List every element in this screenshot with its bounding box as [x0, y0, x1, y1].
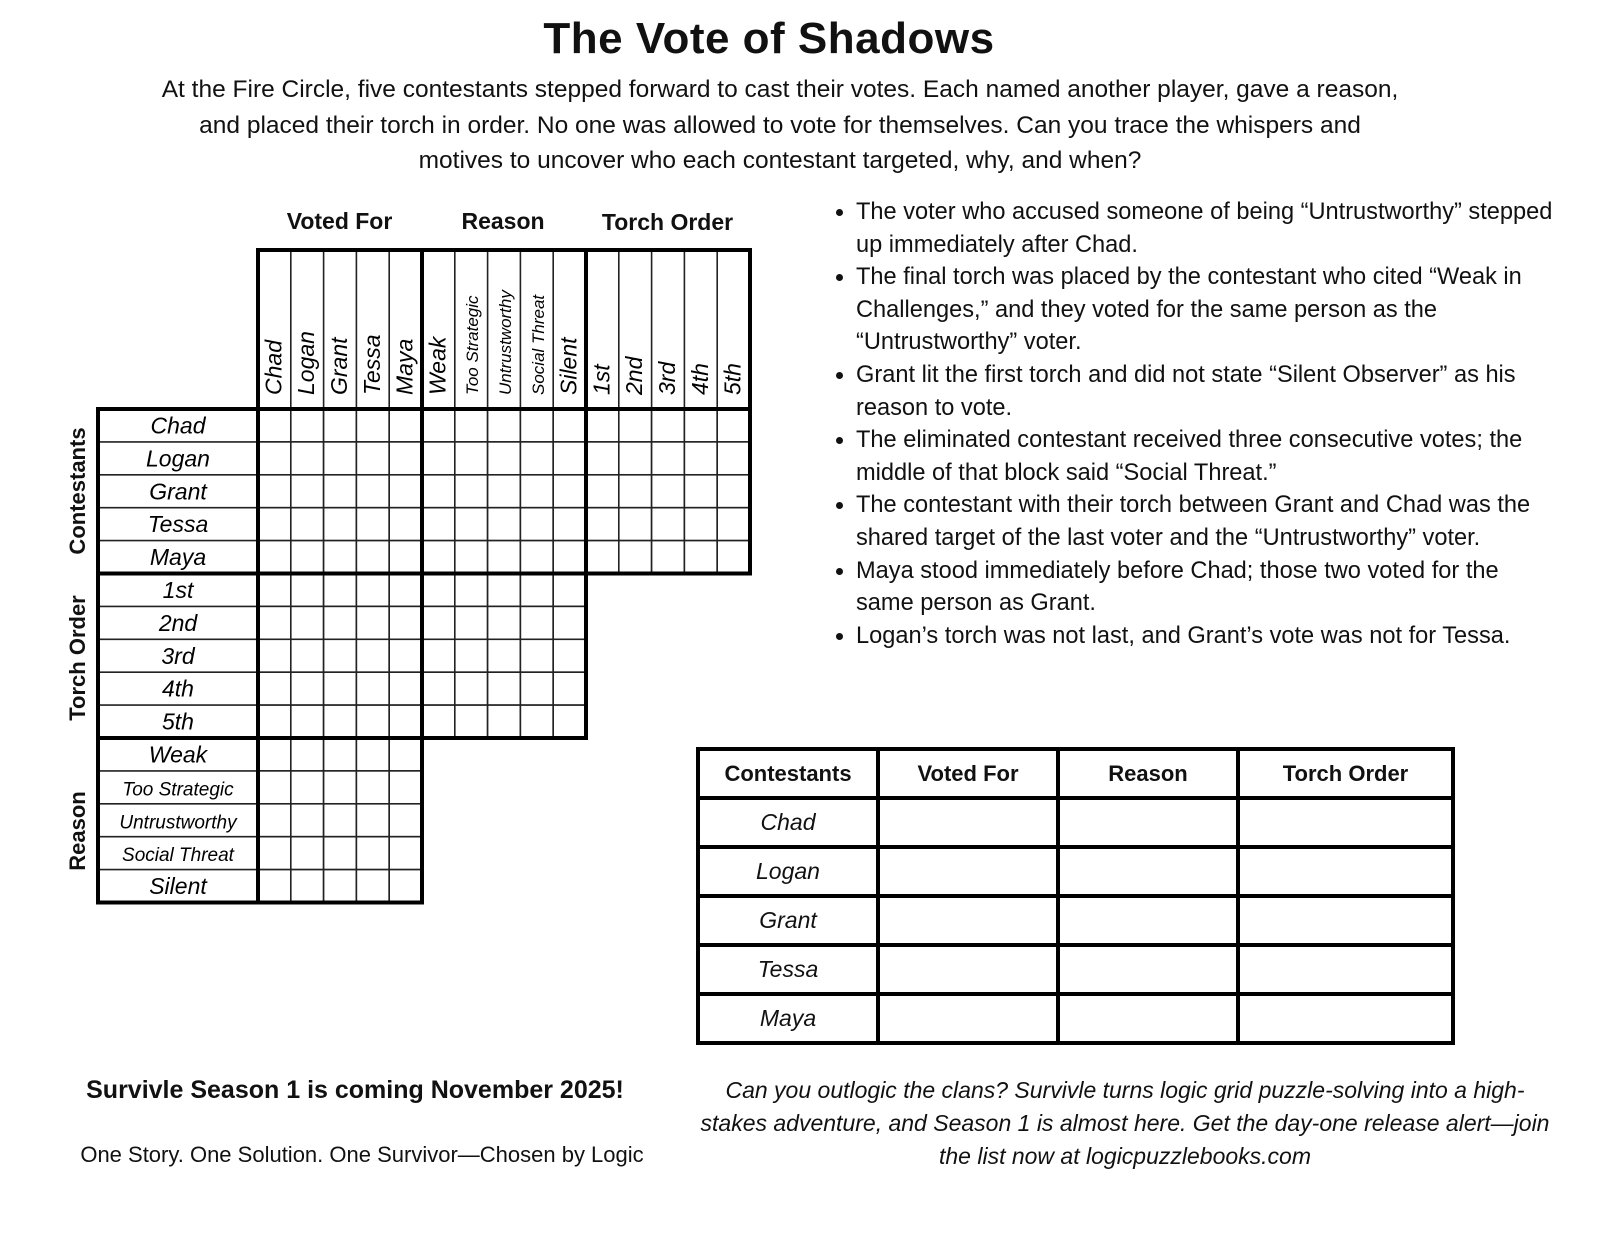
grid-cell[interactable]	[291, 508, 324, 541]
tagline: One Story. One Solution. One Survivor—Chosen by Logic	[80, 1142, 644, 1167]
grid-cell[interactable]	[652, 475, 685, 508]
grid-cell[interactable]	[258, 606, 291, 639]
grid-cell[interactable]	[586, 508, 619, 541]
answer-cell-voted-for[interactable]	[878, 798, 1058, 847]
grid-cell[interactable]	[291, 870, 324, 903]
grid-cell[interactable]	[324, 771, 357, 804]
grid-cell[interactable]	[291, 705, 324, 738]
grid-cell[interactable]	[356, 639, 389, 672]
grid-cell[interactable]	[422, 508, 455, 541]
solution-row	[698, 798, 1453, 847]
row-header-label: 4th	[162, 675, 194, 702]
column-group-torch-order: Torch Order	[601, 209, 734, 235]
grid-cell[interactable]	[291, 738, 324, 771]
grid-cell[interactable]	[717, 508, 750, 541]
grid-cell[interactable]	[553, 508, 586, 541]
column-header-label: 3rd	[654, 361, 680, 395]
column-header-label: Weak	[424, 336, 451, 395]
grid-cell[interactable]	[520, 475, 553, 508]
grid-cell[interactable]	[684, 442, 717, 475]
grid-cell[interactable]	[455, 442, 488, 475]
clue-item: • Maya stood immediately before Chad; those two voted for the same person as Grant.	[856, 555, 1556, 620]
grid-cell[interactable]	[586, 541, 619, 574]
grid-cell[interactable]	[356, 705, 389, 738]
answer-cell-reason[interactable]	[1058, 798, 1238, 847]
answer-cell-voted-for[interactable]	[878, 945, 1058, 994]
grid-cell[interactable]	[586, 475, 619, 508]
grid-cell[interactable]	[324, 639, 357, 672]
answer-cell-reason[interactable]	[1058, 847, 1238, 896]
grid-cell[interactable]	[619, 508, 652, 541]
grid-cell[interactable]	[553, 639, 586, 672]
grid-cell[interactable]	[619, 475, 652, 508]
row-header-label: Grant	[149, 478, 207, 505]
grid-cell[interactable]	[652, 442, 685, 475]
grid-cell[interactable]	[586, 409, 619, 442]
column-header-label: Logan	[293, 331, 320, 395]
column-header-label: Too Strategic	[463, 295, 483, 395]
row-group-reason: Reason	[65, 791, 90, 871]
grid-cell[interactable]	[389, 837, 422, 870]
clue-list	[826, 196, 1556, 652]
grid-cell[interactable]	[520, 574, 553, 607]
clue-item: • Logan’s torch was not last, and Grant’s vote was not for Tessa.	[856, 620, 1556, 653]
grid-cell[interactable]	[258, 870, 291, 903]
grid-cell[interactable]	[356, 672, 389, 705]
grid-cell[interactable]	[258, 508, 291, 541]
row-header-label: Social Threat	[122, 845, 234, 867]
grid-cell[interactable]	[422, 574, 455, 607]
solution-row-label: Chad	[698, 798, 878, 847]
grid-cell[interactable]	[389, 672, 422, 705]
grid-cell[interactable]	[324, 574, 357, 607]
grid-cell[interactable]	[717, 475, 750, 508]
row-header-label: Tessa	[147, 511, 209, 538]
grid-cell[interactable]	[324, 606, 357, 639]
grid-cell[interactable]	[258, 837, 291, 870]
column-header-label: Maya	[391, 338, 418, 395]
grid-cell[interactable]	[455, 606, 488, 639]
grid-cell[interactable]	[717, 541, 750, 574]
row-header-label: 2nd	[158, 609, 198, 636]
grid-cell[interactable]	[389, 870, 422, 903]
grid-cell[interactable]	[291, 606, 324, 639]
grid-cell[interactable]	[422, 541, 455, 574]
grid-cell[interactable]	[389, 606, 422, 639]
grid-cell[interactable]	[258, 574, 291, 607]
row-group-contestants: Contestants	[65, 427, 90, 555]
clue-item: • The contestant with their torch between Grant and Chad was the shared target of the last voter and the “Untrustworthy” voter.	[856, 489, 1556, 554]
grid-cell[interactable]	[389, 409, 422, 442]
grid-cell[interactable]	[488, 639, 521, 672]
grid-cell[interactable]	[553, 705, 586, 738]
grid-cell[interactable]	[389, 475, 422, 508]
logic-grid	[0, 0, 800, 920]
grid-cell[interactable]	[520, 705, 553, 738]
grid-cell[interactable]	[356, 870, 389, 903]
column-header-label: Tessa	[358, 334, 385, 395]
grid-cell[interactable]	[389, 508, 422, 541]
grid-cell[interactable]	[520, 541, 553, 574]
answer-cell-torch-order[interactable]	[1238, 896, 1453, 945]
solution-header-voted-for: Voted For	[878, 749, 1058, 798]
answer-cell-voted-for[interactable]	[878, 994, 1058, 1043]
grid-cell[interactable]	[356, 409, 389, 442]
grid-cell[interactable]	[389, 541, 422, 574]
grid-cell[interactable]	[258, 442, 291, 475]
grid-cell[interactable]	[717, 442, 750, 475]
grid-cell[interactable]	[258, 804, 291, 837]
grid-cell[interactable]	[291, 771, 324, 804]
grid-cell[interactable]	[258, 475, 291, 508]
page-title: The Vote of Shadows	[543, 14, 995, 63]
grid-cell[interactable]	[684, 541, 717, 574]
grid-cell[interactable]	[422, 442, 455, 475]
grid-cell[interactable]	[356, 442, 389, 475]
grid-cell[interactable]	[619, 409, 652, 442]
grid-cell[interactable]	[422, 606, 455, 639]
answer-cell-torch-order[interactable]	[1238, 798, 1453, 847]
answer-cell-torch-order[interactable]	[1238, 945, 1453, 994]
grid-cell[interactable]	[684, 409, 717, 442]
grid-cell[interactable]	[488, 475, 521, 508]
grid-cell[interactable]	[324, 475, 357, 508]
grid-cell[interactable]	[422, 475, 455, 508]
grid-cell[interactable]	[455, 574, 488, 607]
solution-row-label: Logan	[698, 847, 878, 896]
grid-cell[interactable]	[356, 771, 389, 804]
row-group-torch-order: Torch Order	[65, 595, 90, 721]
grid-cell[interactable]	[389, 574, 422, 607]
grid-cell[interactable]	[291, 837, 324, 870]
grid-cell[interactable]	[356, 804, 389, 837]
grid-cell[interactable]	[488, 409, 521, 442]
grid-cell[interactable]	[291, 442, 324, 475]
column-header-label: 1st	[588, 364, 615, 395]
grid-cell[interactable]	[258, 672, 291, 705]
grid-cell[interactable]	[684, 508, 717, 541]
grid-cell[interactable]	[422, 409, 455, 442]
clue-item: • The voter who accused someone of being “Untrustworthy” stepped up immediately after Chad.	[856, 196, 1556, 261]
clue-item: • The eliminated contestant received three consecutive votes; the middle of that block said “Social Threat.”	[856, 424, 1556, 489]
grid-cell[interactable]	[356, 508, 389, 541]
row-header-label: Too Strategic	[122, 779, 234, 801]
row-header-label: Untrustworthy	[119, 812, 237, 834]
grid-cell[interactable]	[520, 606, 553, 639]
season-announcement: Survivle Season 1 is coming November 2025!	[86, 1076, 624, 1104]
column-group-voted-for: Voted For	[286, 208, 393, 234]
grid-cell[interactable]	[356, 574, 389, 607]
grid-cell[interactable]	[455, 672, 488, 705]
answer-cell-torch-order[interactable]	[1238, 847, 1453, 896]
solution-table	[696, 747, 1455, 1045]
grid-cell[interactable]	[553, 442, 586, 475]
grid-cell[interactable]	[324, 705, 357, 738]
answer-cell-voted-for[interactable]	[878, 847, 1058, 896]
grid-cell[interactable]	[291, 409, 324, 442]
row-header-label: Maya	[149, 544, 207, 571]
grid-cell[interactable]	[324, 541, 357, 574]
row-header-label: Chad	[150, 412, 206, 439]
grid-cell[interactable]	[455, 508, 488, 541]
solution-row	[698, 896, 1453, 945]
grid-cell[interactable]	[356, 541, 389, 574]
promo-pitch: Can you outlogic the clans? Survivle turns logic grid puzzle-solving into a high-stakes adventure, and Season 1 is almost here. Get the day-one release alert—join the list now at logicpuzzlebooks.com	[700, 1077, 1550, 1169]
grid-cell[interactable]	[553, 672, 586, 705]
answer-cell-voted-for[interactable]	[878, 896, 1058, 945]
row-header-label: Silent	[149, 873, 207, 900]
grid-cell[interactable]	[422, 672, 455, 705]
grid-cell[interactable]	[553, 541, 586, 574]
grid-cell[interactable]	[291, 639, 324, 672]
grid-cell[interactable]	[520, 639, 553, 672]
grid-cell[interactable]	[324, 870, 357, 903]
solution-row	[698, 847, 1453, 896]
row-header-label: 3rd	[161, 642, 195, 669]
grid-cell[interactable]	[488, 574, 521, 607]
grid-cell[interactable]	[258, 639, 291, 672]
grid-cell[interactable]	[291, 804, 324, 837]
clue-item: • Grant lit the first torch and did not state “Silent Observer” as his reason to vote.	[856, 359, 1556, 424]
grid-cell[interactable]	[422, 639, 455, 672]
column-header-label: Grant	[326, 337, 352, 395]
grid-cell[interactable]	[356, 475, 389, 508]
row-header-label: 1st	[162, 576, 194, 603]
solution-row-label: Grant	[698, 896, 878, 945]
grid-cell[interactable]	[258, 541, 291, 574]
answer-cell-reason[interactable]	[1058, 994, 1238, 1043]
intro-paragraph: At the Fire Circle, five contestants stepped forward to cast their votes. Each named another player, gave a reason, and placed their torch in order. No one was allowed to vote for themselves. Can you trace the whispers and motives to uncover who each contestant targeted, why, and when?	[161, 76, 1399, 174]
grid-cell[interactable]	[488, 672, 521, 705]
row-header-label: 5th	[162, 708, 194, 735]
grid-cell[interactable]	[455, 705, 488, 738]
column-group-reason: Reason	[461, 208, 545, 234]
grid-cell[interactable]	[291, 574, 324, 607]
answer-cell-torch-order[interactable]	[1238, 994, 1453, 1043]
grid-cell[interactable]	[520, 672, 553, 705]
grid-cell[interactable]	[553, 606, 586, 639]
grid-cell[interactable]	[324, 508, 357, 541]
grid-cell[interactable]	[324, 837, 357, 870]
grid-cell[interactable]	[455, 541, 488, 574]
grid-cell[interactable]	[356, 738, 389, 771]
grid-cell[interactable]	[455, 639, 488, 672]
grid-cell[interactable]	[389, 804, 422, 837]
column-header-label: Social Threat	[528, 294, 548, 395]
solution-header-torch-order: Torch Order	[1238, 749, 1453, 798]
grid-cell[interactable]	[356, 837, 389, 870]
column-header-label: 5th	[719, 363, 746, 395]
grid-cell[interactable]	[553, 475, 586, 508]
grid-cell[interactable]	[488, 442, 521, 475]
grid-cell[interactable]	[652, 508, 685, 541]
solution-row-label: Maya	[698, 994, 878, 1043]
grid-cell[interactable]	[258, 409, 291, 442]
solution-row	[698, 994, 1453, 1043]
row-header-label: Weak	[148, 741, 208, 768]
grid-cell[interactable]	[652, 541, 685, 574]
grid-cell[interactable]	[520, 409, 553, 442]
grid-cell[interactable]	[717, 409, 750, 442]
column-header-label: Untrustworthy	[496, 290, 515, 395]
clue-item: • The final torch was placed by the contestant who cited “Weak in Challenges,” and they voted for the same person as the “Untrustworthy” voter.	[856, 261, 1556, 359]
row-header-label: Logan	[146, 445, 210, 472]
grid-cell[interactable]	[684, 475, 717, 508]
grid-cell[interactable]	[553, 574, 586, 607]
grid-cell[interactable]	[586, 442, 619, 475]
grid-cell[interactable]	[324, 738, 357, 771]
answer-cell-reason[interactable]	[1058, 945, 1238, 994]
grid-cell[interactable]	[389, 738, 422, 771]
column-header-label: Chad	[260, 340, 287, 395]
grid-cell[interactable]	[619, 442, 652, 475]
solution-header-contestants: Contestants	[698, 749, 878, 798]
grid-cell[interactable]	[291, 672, 324, 705]
grid-cell[interactable]	[455, 409, 488, 442]
grid-cell[interactable]	[488, 606, 521, 639]
grid-cell[interactable]	[324, 409, 357, 442]
grid-cell[interactable]	[324, 442, 357, 475]
grid-cell[interactable]	[258, 738, 291, 771]
grid-cell[interactable]	[553, 409, 586, 442]
grid-cell[interactable]	[619, 541, 652, 574]
grid-cell[interactable]	[389, 771, 422, 804]
answer-cell-reason[interactable]	[1058, 896, 1238, 945]
grid-cell[interactable]	[520, 442, 553, 475]
solution-row-label: Tessa	[698, 945, 878, 994]
grid-cell[interactable]	[258, 771, 291, 804]
grid-cell[interactable]	[422, 705, 455, 738]
grid-cell[interactable]	[652, 409, 685, 442]
grid-cell[interactable]	[389, 639, 422, 672]
grid-cell[interactable]	[258, 705, 291, 738]
grid-cell[interactable]	[291, 475, 324, 508]
column-header-label: 2nd	[621, 356, 648, 395]
grid-cell[interactable]	[356, 606, 389, 639]
grid-cell[interactable]	[520, 508, 553, 541]
column-header-label: Silent	[555, 337, 582, 395]
grid-cell[interactable]	[291, 541, 324, 574]
column-header-label: 4th	[686, 363, 713, 395]
grid-cell[interactable]	[488, 705, 521, 738]
grid-cell[interactable]	[324, 672, 357, 705]
grid-cell[interactable]	[389, 442, 422, 475]
solution-row	[698, 945, 1453, 994]
grid-cell[interactable]	[389, 705, 422, 738]
solution-header-row	[698, 749, 1453, 798]
grid-cell[interactable]	[324, 804, 357, 837]
grid-cell[interactable]	[488, 508, 521, 541]
grid-cell[interactable]	[488, 541, 521, 574]
grid-cell[interactable]	[455, 475, 488, 508]
solution-header-reason: Reason	[1058, 749, 1238, 798]
